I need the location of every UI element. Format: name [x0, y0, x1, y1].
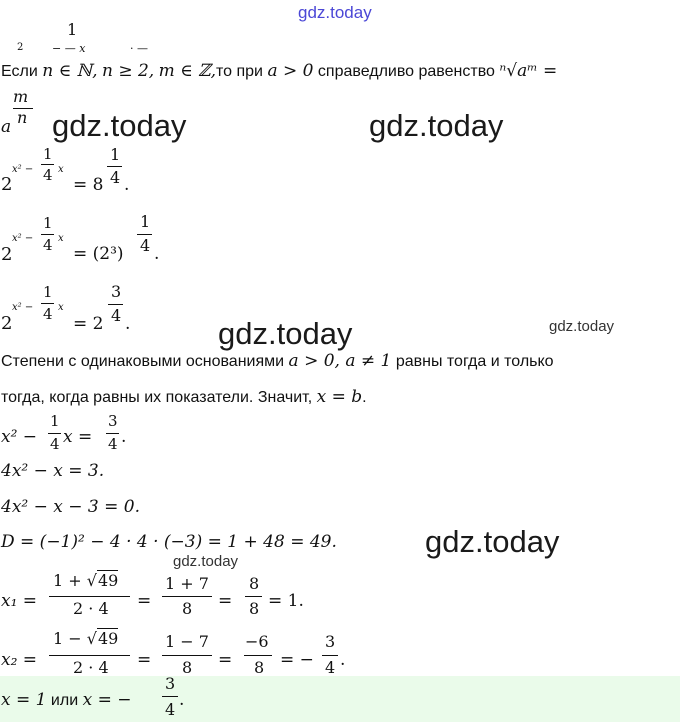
x2-f2-num: 1 − 7: [165, 632, 209, 651]
step2-exp-bar: [41, 234, 54, 235]
step3-rhs-den: 4: [111, 306, 122, 325]
rule-middle: то при: [215, 63, 263, 80]
eq1-num: 1: [50, 412, 60, 430]
x2-eq-c: = −: [280, 650, 314, 670]
step1-equals: = 8: [73, 175, 104, 195]
step2-equals: = (2³): [73, 244, 124, 264]
eq1-left: x² −: [1, 427, 38, 447]
x1-tail: = 1.: [268, 591, 304, 611]
rule-root: ⁿ√aᵐ =: [499, 61, 558, 81]
watermark-1: gdz.today: [52, 108, 187, 143]
radical-icon: √: [86, 629, 97, 648]
answer-word: или: [50, 692, 79, 709]
answer-den: 4: [165, 700, 176, 719]
step1-exp-right: x: [58, 164, 64, 175]
x2-eq-b: =: [218, 650, 233, 670]
x2-eq-a: =: [137, 650, 152, 670]
answer-line: [1, 690, 131, 710]
step1-exp-num: 1: [43, 145, 53, 163]
step3-rhs-num: 3: [111, 282, 122, 301]
x1-label: x₁ =: [1, 591, 38, 611]
x1-f2-den: 8: [182, 599, 193, 618]
watermark-4: gdz.today: [549, 318, 615, 335]
x2-f1-num-sqrt: 49: [97, 629, 119, 648]
step2-rhs-num: 1: [140, 212, 151, 231]
step1-rhs-num: 1: [110, 145, 121, 164]
eq1-rbar: [106, 433, 119, 434]
explanation-end: .: [362, 389, 367, 406]
x2-f3-bar: [244, 655, 272, 656]
x1-f3-den: 8: [249, 599, 260, 618]
rule-base: a: [1, 117, 12, 137]
fragment-dot: · —: [130, 42, 148, 55]
x2-f4-den: 4: [325, 658, 336, 677]
x1-eq-b: =: [218, 591, 233, 611]
x1-f1-bar: [49, 596, 130, 597]
rule-line: [1, 61, 557, 81]
explanation-line-1: [1, 351, 554, 371]
explanation-math-b: x = b: [316, 387, 363, 407]
x1-f1-den: 2 · 4: [73, 599, 109, 618]
fragment-exp-mid: − — x: [52, 42, 86, 55]
rule-cond4: a > 0: [267, 61, 314, 81]
x2-f1-bar: [49, 655, 130, 656]
answer-num: 3: [165, 674, 176, 693]
step3-exp-den: 4: [43, 305, 53, 323]
x1-f2-bar: [162, 596, 212, 597]
eq2: 4x² − x = 3.: [1, 461, 105, 481]
radical-icon: √: [86, 571, 97, 590]
step2-exp-right: x: [58, 233, 64, 244]
explanation-line-2: [1, 387, 367, 407]
x2-f1-den: 2 · 4: [73, 658, 109, 677]
x2-f1-num: [53, 629, 118, 648]
rule-power-den: n: [17, 108, 28, 127]
eq3: 4x² − x − 3 = 0.: [1, 497, 140, 517]
x2-f1-num-a: 1 −: [53, 629, 82, 648]
rule-power-num: m: [13, 87, 29, 106]
watermark-3: gdz.today: [218, 316, 353, 351]
step1-base: 2: [1, 174, 13, 195]
answer-bar: [162, 696, 178, 697]
watermark-2: gdz.today: [369, 108, 504, 143]
eq1-den: 4: [50, 435, 60, 453]
x2-f3-den: 8: [254, 658, 265, 677]
x1-f1-num-sqrt: 49: [97, 571, 119, 590]
step1-rhs-den: 4: [110, 168, 121, 187]
answer-left: x = 1: [1, 690, 47, 710]
step2-end: .: [154, 244, 160, 264]
rule-prefix: Если: [1, 63, 38, 80]
eq1-bar: [48, 433, 61, 434]
answer-right: x = −: [82, 690, 132, 710]
step2-exp-den: 4: [43, 236, 53, 254]
fragment-base: 2: [17, 42, 24, 53]
watermark-6: gdz.today: [173, 553, 239, 570]
step2-rhs-bar: [137, 234, 152, 235]
explanation-text-c: тогда, когда равны их показатели. Значит,: [1, 389, 313, 406]
x2-label: x₂ =: [1, 650, 38, 670]
rule-suffix: справедливо равенство: [317, 63, 495, 80]
answer-end: .: [179, 690, 185, 710]
step3-base: 2: [1, 313, 13, 334]
step3-rhs-bar: [108, 304, 123, 305]
x2-f4-num: 3: [325, 632, 336, 651]
step1-exp-left: x² −: [12, 164, 34, 175]
step3-exp-right: x: [58, 302, 64, 313]
watermark-5: gdz.today: [425, 524, 560, 559]
step1-rhs-bar: [107, 166, 122, 167]
eq1-rden: 4: [108, 435, 118, 453]
x1-eq-a: =: [137, 591, 152, 611]
fragment-exp-num: 1: [67, 20, 78, 39]
step3-exp-num: 1: [43, 283, 53, 301]
step3-exp-left: x² −: [12, 302, 34, 313]
x1-f1-num: [53, 571, 118, 590]
eq1-rnum: 3: [108, 412, 118, 430]
step1-end: .: [124, 175, 130, 195]
x1-f3-bar: [245, 596, 262, 597]
step2-rhs-den: 4: [140, 236, 151, 255]
step3-end: .: [125, 314, 131, 334]
step1-exp-bar: [41, 164, 54, 165]
rule-cond3: m ∈ ℤ,: [158, 61, 216, 81]
x2-f2-den: 8: [182, 658, 193, 677]
x2-f3-num: −6: [245, 632, 269, 651]
eq1-mid: x =: [63, 427, 93, 447]
step3-equals: = 2: [73, 314, 104, 334]
watermark-top: gdz.today: [298, 3, 372, 22]
x2-f2-bar: [162, 655, 212, 656]
eq1-end: .: [121, 427, 127, 447]
rule-cond1: n ∈ ℕ,: [42, 61, 98, 81]
explanation-text-b: равны тогда и только: [395, 353, 554, 370]
x2-f4-bar: [322, 655, 338, 656]
explanation-math-a: a > 0, a ≠ 1: [288, 351, 392, 371]
step1-exp-den: 4: [43, 166, 53, 184]
x2-tail: .: [340, 650, 346, 670]
step2-exp-num: 1: [43, 214, 53, 232]
x1-f3-num: 8: [249, 574, 260, 593]
step2-base: 2: [1, 244, 13, 265]
x1-f2-num: 1 + 7: [165, 574, 209, 593]
step3-exp-bar: [41, 303, 54, 304]
step2-exp-left: x² −: [12, 233, 34, 244]
discriminant: D = (−1)² − 4 · 4 · (−3) = 1 + 48 = 49.: [1, 532, 337, 552]
x1-f1-num-a: 1 +: [53, 571, 82, 590]
rule-cond2: n ≥ 2,: [101, 61, 155, 81]
explanation-text-a: Степени с одинаковыми основаниями: [1, 353, 285, 370]
